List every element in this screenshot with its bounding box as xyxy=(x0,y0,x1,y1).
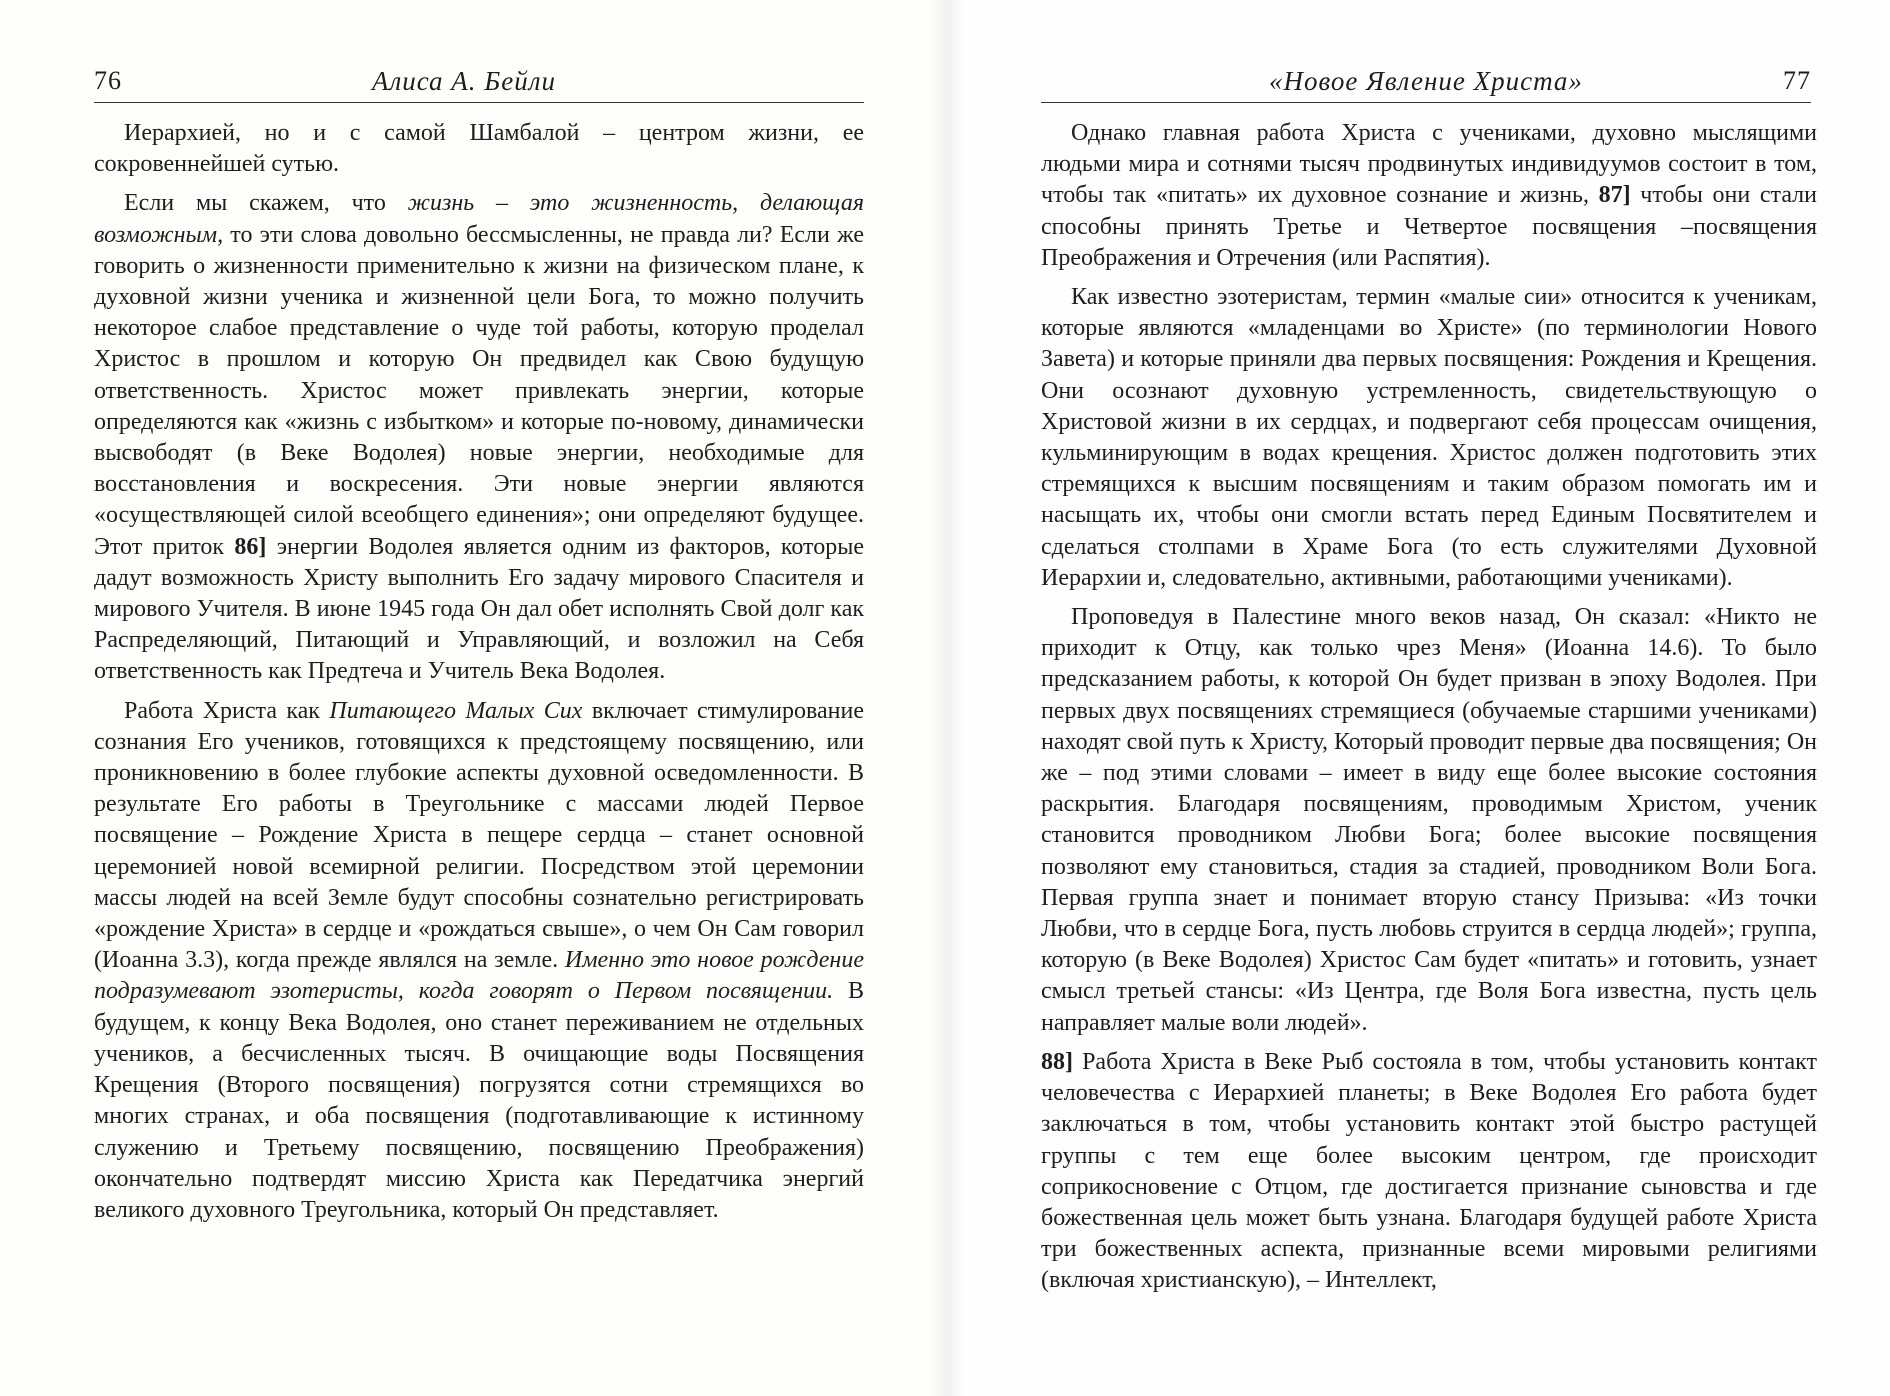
right-running-title: «Новое Явление Христа» xyxy=(1269,66,1583,96)
original-page-marker: 87] xyxy=(1598,182,1631,209)
left-page-number: 76 xyxy=(94,66,122,95)
text-run: Если мы скажем, что xyxy=(124,190,408,217)
paragraph xyxy=(1041,602,1817,1039)
text-run: то эти слова довольно бессмысленны, не правда ли? Если же говорить о жизненности применительно к жизни на физическом плане, к духовной жизни ученика и жизненной цели Бога, то можно получить некоторое слабое представление о чуде той работы, которую проделал Христос в прошлом и которую Он предвидел как Свою будущую ответственность. Христос может привлекать энергии, которые определяются как «жизнь с избытком» и которые по-новому, динамически высвободят (в Веке Водолея) новые энергии, необходимые для восстановления и воскресения. Эти новые энергии являются «осуществляющей силой всеобщего единения»; они определяют будущее. Этот приток xyxy=(94,221,864,560)
left-running-title: Алиса А. Бейли xyxy=(372,66,556,96)
paragraph xyxy=(1041,282,1817,594)
italic-phrase: Именно это новое рождение подразумевают эзотеристы, когда говорят о Первом посвящении. xyxy=(94,947,864,1005)
text-run: энергии Водолея является одним из факторов, которые дадут возможность Христу выполнить Его задачу мирового Спасителя и мирового Учителя. В июне 1945 года Он дал обет исполнять Свой долг как Распределяющий, Питающий и Управляющий, и возложил на Себя ответственность как Предтеча и Учитель Века Водолея. xyxy=(94,533,864,685)
paragraph xyxy=(1041,1047,1817,1297)
text-run: В будущем, к концу Века Водолея, оно станет переживанием не отдельных учеников, а бесчисленных тысяч. В очищающие воды Посвящения Крещения (Второго посвящения) погрузятся сотни стремящихся во многих странах, и оба посвящения (подготавливающие к истинному служению и Третьему посвящению, посвящению Преображения) окончательно подтвердят миссию Христа как Передатчика энергий великого духовного Треугольника, который Он представляет. xyxy=(94,978,865,1223)
text-run: Однако главная работа Христа с учениками, духовно мыслящими людьми мира и сотнями тысяч продвинутых индивидуумов состоит в том, чтобы так «питать» их духовное сознание и жизнь, xyxy=(1041,120,1817,209)
text-run: Иерархией, но и с самой Шамбалой – центром жизни, ее сокровеннейшей сутью. xyxy=(94,120,864,178)
italic-phrase: Питающего Малых Сих xyxy=(329,697,583,724)
right-page-number: 77 xyxy=(1783,66,1811,95)
text-run: Проповедуя в Палестине много веков назад, Он сказал: «Никто не приходит к Отцу, как только чрез Меня» (Иоанна 14.6). То было предсказанием работы, к которой Он будет призван в эпоху Водолея. При первых двух посвящениях стремящиеся (обучаемые старшими учениками) находят свой путь к Христу, Который проводит первые два посвящения; Он же – под этими словами – имеет в виду еще более высокие состояния раскрытия. Благодаря посвящениям, проводимым Христом, ученик становится проводником Любви Бога; более высокие посвящения позволяют ему становиться, стадия за стадией, проводником Воли Бога. Первая группа знает и понимает вторую стансу Призыва: «Из точки Любви, что в сердце Бога, пусть любовь струится в сердца людей»; группа, которую (в Веке Водолея) Христос Сам будет «питать» и готовить, узнает смысл третьей стансы: «Из Центра, где Воля Бога известна, пусть цель направляет малые воли людей». xyxy=(1041,604,1817,1036)
paragraph xyxy=(94,188,864,687)
right-page xyxy=(945,0,1890,1396)
paragraph xyxy=(94,696,864,1226)
left-running-header xyxy=(94,66,864,103)
right-running-header xyxy=(1041,66,1811,103)
original-page-marker: 88] xyxy=(1041,1048,1073,1075)
book-gutter xyxy=(930,0,964,1396)
paragraph xyxy=(1041,118,1817,274)
left-body-text xyxy=(94,118,864,1226)
text-run: чтобы они стали способны принять Третье и Четвертое посвящения –посвящения Преображения и Отречения (или Распятия). xyxy=(1041,182,1817,271)
paragraph xyxy=(94,118,864,180)
text-run: включает стимулирование сознания Его учеников, готовящихся к предстоящему посвящению, или проникновению в более глубокие аспекты духовной осведомленности. В результате Его работы в Треугольнике с массами людей Первое посвящение – Рождение Христа в пещере сердца – станет основной церемонией новой всемирной религии. Посредством этой церемонии массы людей на всей Земле будут способны сознательно регистрировать «рождение Христа» в сердце и «рождаться свыше», о чем Он Сам говорил (Иоанна 3.3), когда прежде являлся на земле. xyxy=(94,697,865,974)
italic-phrase: жизнь – это жизненность, делающая возможным, xyxy=(94,190,864,248)
text-run: Работа Христа в Веке Рыб состояла в том, чтобы установить контакт человечества с Иерархией планеты; в Веке Водолея Его работа будет заключаться в том, чтобы установить контакт этой быстро растущей группы с тем еще более высоким центром, где происходит соприкосновение с Отцом, где достигается признание сыновства и где божественная цель может быть узнана. Благодаря будущей работе Христа три божественных аспекта, признанные всеми мировыми религиями (включая христианскую), – Интеллект, xyxy=(1041,1048,1817,1294)
right-body-text xyxy=(1041,118,1817,1297)
original-page-marker: 86] xyxy=(234,533,267,560)
text-run: Работа Христа как xyxy=(124,697,330,724)
text-run: Как известно эзотеристам, термин «малые сии» относится к ученикам, которые являются «младенцами во Христе» (по терминологии Нового Завета) и которые приняли два первых посвящения: Рождения и Крещения. Они осознают духовную устремленность, свидетельствующую о Христовой жизни в их сердцах, и подвергают себя процессам очищения, кульминирующим в водах крещения. Христос должен подготовить этих стремящихся к высшим посвящениям и таким образом помогать им и насыщать их, чтобы они смогли встать перед Единым Посвятителем и сделаться столпами в Храме Бога (то есть служителями Духовной Иерархии и, следовательно, активными, работающими учениками). xyxy=(1041,284,1817,591)
